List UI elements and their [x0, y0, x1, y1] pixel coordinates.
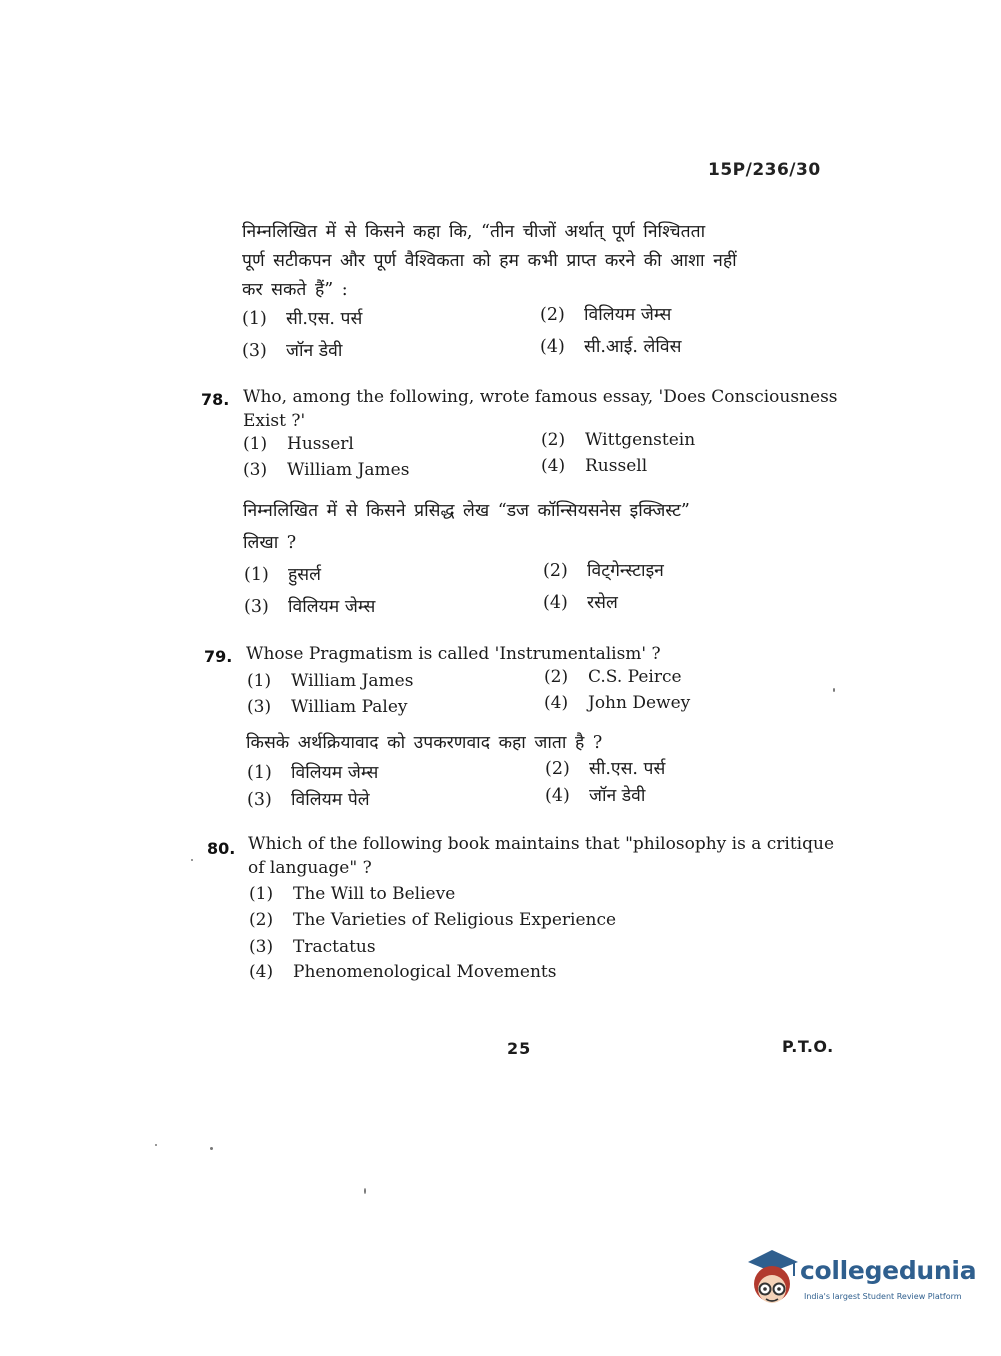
- q77-hindi-line-2: पूर्ण सटीकपन और पूर्ण वैश्विकता को हम कभी प्राप्त करने की आशा नहीं: [242, 251, 737, 271]
- scan-speck: [833, 688, 835, 692]
- q78-english-line-1: Who, among the following, wrote famous essay, 'Does Consciousness: [243, 387, 838, 407]
- q77-hindi-option-2[interactable]: (2) विलियम जेम्स: [540, 305, 672, 325]
- q79-english-option-2[interactable]: (2) C.S. Peirce: [544, 667, 682, 687]
- scan-speck: [155, 1144, 157, 1146]
- q79-hindi-question: [246, 729, 846, 758]
- scan-speck: [364, 1188, 366, 1194]
- pto-label: P.T.O.: [782, 1037, 834, 1056]
- q78-hindi-option-4[interactable]: (4) रसेल: [543, 593, 618, 613]
- q79-english-option-4[interactable]: (4) John Dewey: [544, 693, 691, 713]
- q80-english-option-2[interactable]: (2) The Varieties of Religious Experience: [249, 910, 617, 930]
- mascot-icon: [742, 1248, 802, 1314]
- q78-english-option-4[interactable]: (4) Russell: [541, 456, 648, 476]
- page-number: 25: [507, 1039, 532, 1058]
- q80-english-line-1: Which of the following book maintains that "philosophy is a critique: [248, 834, 835, 854]
- q78-number: 78.: [201, 390, 230, 409]
- q80-number: 80.: [207, 839, 236, 858]
- q79-hindi-option-4[interactable]: (4) जॉन डेवी: [545, 786, 646, 806]
- q79-english-line-1: Whose Pragmatism is called 'Instrumentalism' ?: [246, 644, 661, 664]
- logo-wordmark: collegedunia: [800, 1256, 977, 1285]
- scan-speck: [210, 1147, 213, 1150]
- q77-hindi-question: [242, 218, 842, 305]
- page-code: 15P/236/30: [708, 160, 821, 180]
- q80-english-option-4[interactable]: (4) Phenomenological Movements: [249, 962, 557, 982]
- q78-english-option-3[interactable]: (3) William James: [243, 460, 410, 480]
- q80-english-option-1[interactable]: (1) The Will to Believe: [249, 884, 456, 904]
- q77-hindi-line-1: निम्नलिखित में से किसने कहा कि, “तीन चीजों अर्थात् पूर्ण निश्चितता: [242, 222, 706, 242]
- q77-hindi-line-3: कर सकते हैं” :: [242, 280, 348, 300]
- q79-number: 79.: [204, 647, 233, 666]
- q77-hindi-option-1[interactable]: (1) सी.एस. पर्स: [242, 309, 363, 329]
- collegedunia-logo[interactable]: [742, 1248, 977, 1318]
- q79-hindi-option-3[interactable]: (3) विलियम पेले: [247, 790, 370, 810]
- q80-english-option-3[interactable]: (3) Tractatus: [249, 937, 376, 957]
- q77-hindi-option-3[interactable]: (3) जॉन डेवी: [242, 341, 343, 361]
- q78-english-question: [243, 385, 843, 433]
- q79-hindi-option-1[interactable]: (1) विलियम जेम्स: [247, 763, 379, 783]
- q78-english-line-2: Exist ?': [243, 411, 306, 431]
- q80-english-line-2: of language" ?: [248, 858, 372, 878]
- q78-hindi-line-1: निम्नलिखित में से किसने प्रसिद्ध लेख “डज कॉन्सियसनेस इक्जिस्ट”: [243, 501, 690, 521]
- q79-english-option-3[interactable]: (3) William Paley: [247, 697, 408, 717]
- q79-english-option-1[interactable]: (1) William James: [247, 671, 414, 691]
- scan-speck: [191, 859, 193, 861]
- q79-english-question: [246, 642, 846, 666]
- q79-hindi-option-2[interactable]: (2) सी.एस. पर्स: [545, 759, 666, 779]
- q78-hindi-option-2[interactable]: (2) विट्गेन्स्टाइन: [543, 561, 664, 581]
- q79-hindi-line-1: किसके अर्थक्रियावाद को उपकरणवाद कहा जाता है ?: [246, 733, 603, 753]
- q78-hindi-option-1[interactable]: (1) हुसर्ल: [244, 565, 321, 585]
- q80-english-question: [248, 832, 848, 880]
- q78-hindi-question: [243, 495, 843, 559]
- q77-hindi-option-4[interactable]: (4) सी.आई. लेविस: [540, 337, 682, 357]
- q78-hindi-option-3[interactable]: (3) विलियम जेम्स: [244, 597, 376, 617]
- q78-hindi-line-2: लिखा ?: [243, 533, 297, 553]
- q78-english-option-2[interactable]: (2) Wittgenstein: [541, 430, 696, 450]
- q78-english-option-1[interactable]: (1) Husserl: [243, 434, 354, 454]
- logo-tagline: India's largest Student Review Platform: [804, 1292, 962, 1301]
